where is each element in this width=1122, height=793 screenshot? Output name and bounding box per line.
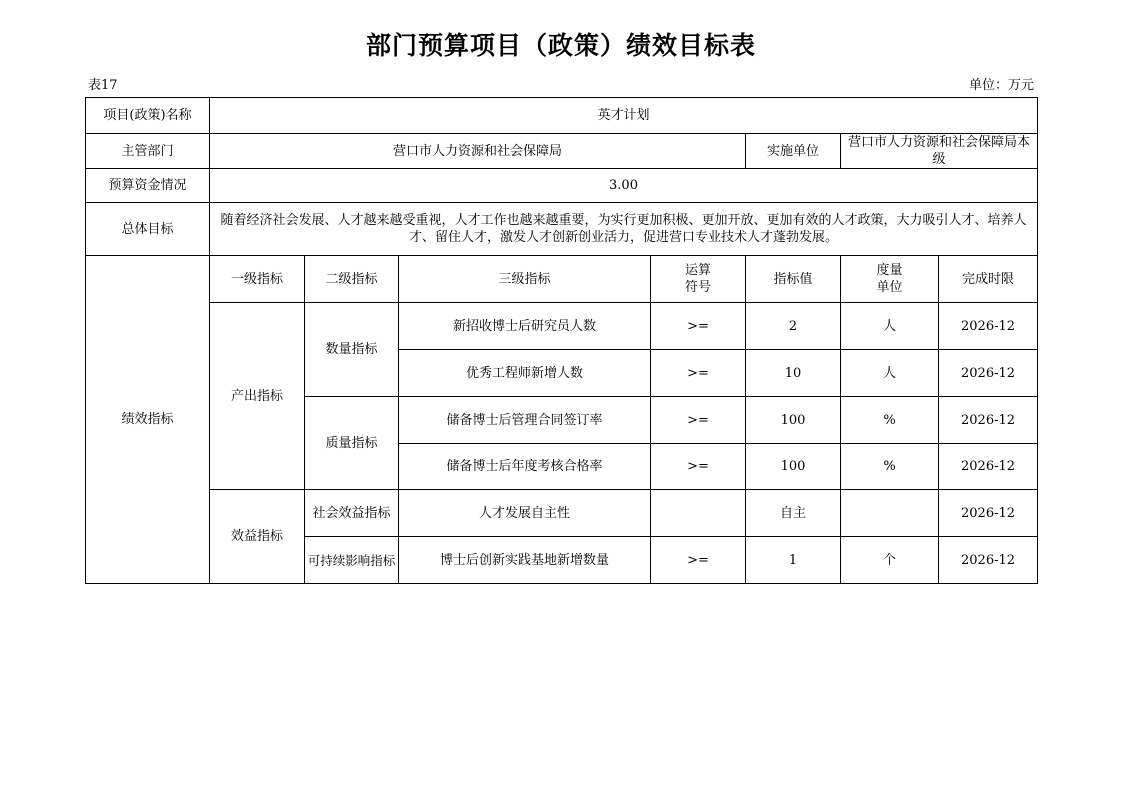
performance-target-table	[85, 97, 1038, 584]
project-name-label: 项目(政策)名称	[86, 98, 210, 134]
deadline-cell: 2026-12	[939, 444, 1038, 490]
operator-cell: >=	[651, 350, 746, 397]
budget-row	[86, 169, 1038, 203]
level1-output: 产出指标	[210, 303, 305, 490]
operator-cell: >=	[651, 397, 746, 444]
indicator-header-row	[86, 256, 1038, 303]
budget-label: 预算资金情况	[86, 169, 210, 203]
level2-social: 社会效益指标	[305, 490, 399, 537]
unit-cell: %	[841, 397, 939, 444]
header-unit	[841, 256, 939, 303]
indicator-cell: 优秀工程师新增人数	[399, 350, 651, 397]
header-value: 指标值	[746, 256, 841, 303]
budget-value: 3.00	[210, 169, 1038, 203]
unit-cell: 个	[841, 537, 939, 584]
header-level1: 一级指标	[210, 256, 305, 303]
header-level2: 二级指标	[305, 256, 399, 303]
unit-cell: 人	[841, 350, 939, 397]
implementer-value: 营口市人力资源和社会保障局本级	[841, 134, 1038, 169]
operator-cell: >=	[651, 537, 746, 584]
level2-sustainable: 可持续影响指标	[305, 537, 399, 584]
unit-cell: 人	[841, 303, 939, 350]
value-cell: 100	[746, 444, 841, 490]
unit-cell: %	[841, 444, 939, 490]
value-cell: 2	[746, 303, 841, 350]
header-operator-line2: 符号	[684, 280, 711, 295]
operator-cell	[651, 490, 746, 537]
operator-cell: >=	[651, 444, 746, 490]
header-level3: 三级指标	[399, 256, 651, 303]
page-title: 部门预算项目（政策）绩效目标表	[365, 31, 756, 60]
project-name-value: 英才计划	[210, 98, 1038, 134]
deadline-cell: 2026-12	[939, 490, 1038, 537]
header-unit-line1: 度量	[876, 263, 903, 278]
department-value: 营口市人力资源和社会保障局	[210, 134, 746, 169]
implementer-label: 实施单位	[746, 134, 841, 169]
indicator-cell: 博士后创新实践基地新增数量	[399, 537, 651, 584]
value-cell: 1	[746, 537, 841, 584]
department-row	[86, 134, 1038, 169]
deadline-cell: 2026-12	[939, 303, 1038, 350]
table-row	[86, 303, 1038, 350]
deadline-cell: 2026-12	[939, 537, 1038, 584]
table-number: 表17	[88, 78, 118, 93]
indicator-cell: 储备博士后年度考核合格率	[399, 444, 651, 490]
header-deadline: 完成时限	[939, 256, 1038, 303]
indicator-cell: 人才发展自主性	[399, 490, 651, 537]
value-cell: 自主	[746, 490, 841, 537]
unit-label: 单位：万元	[968, 78, 1034, 93]
header-operator	[651, 256, 746, 303]
indicator-cell: 新招收博士后研究员人数	[399, 303, 651, 350]
goal-label: 总体目标	[86, 203, 210, 256]
goal-row	[86, 203, 1038, 256]
department-label: 主管部门	[86, 134, 210, 169]
level1-benefit: 效益指标	[210, 490, 305, 584]
level2-quantity: 数量指标	[305, 303, 399, 397]
project-name-row	[86, 98, 1038, 134]
table-row	[86, 490, 1038, 537]
header-operator-line1: 运算	[684, 263, 711, 278]
header-unit-line2: 单位	[876, 280, 903, 295]
deadline-cell: 2026-12	[939, 397, 1038, 444]
unit-cell	[841, 490, 939, 537]
operator-cell: >=	[651, 303, 746, 350]
indicators-label: 绩效指标	[86, 256, 210, 584]
indicator-cell: 储备博士后管理合同签订率	[399, 397, 651, 444]
deadline-cell: 2026-12	[939, 350, 1038, 397]
value-cell: 10	[746, 350, 841, 397]
goal-value: 随着经济社会发展、人才越来越受重视，人才工作也越来越重要，为实行更加积极、更加开放、更加有效的人才政策，大力吸引人才、培养人才、留住人才，激发人才创新创业活力，促进营口专业技术人才蓬勃发展。	[210, 203, 1038, 256]
level2-quality: 质量指标	[305, 397, 399, 490]
value-cell: 100	[746, 397, 841, 444]
